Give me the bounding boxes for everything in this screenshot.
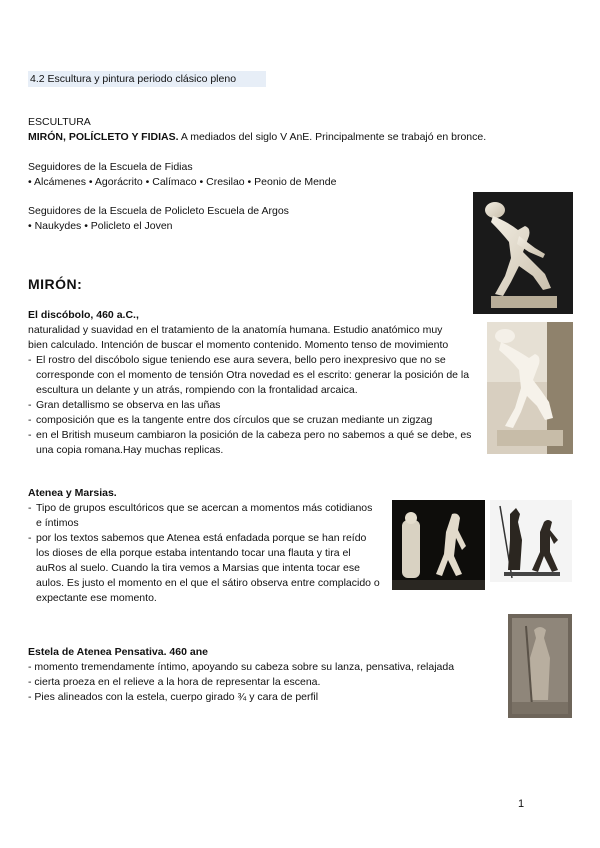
- intro-section: [28, 115, 548, 145]
- atenea-bullets: [28, 501, 380, 606]
- list-item: - en el British museum cambiaron la posición de la cabeza pero no sabemos a qué se debe, es una copia romana.Hay muchas replicas.: [28, 428, 484, 458]
- intro-heading-text: A mediados del siglo V AnE. Principalmente se trabajó en bronce.: [178, 131, 487, 143]
- estela-line: - momento tremendamente íntimo, apoyando su cabeza sobre su lanza, pensativa, relajada: [28, 661, 455, 673]
- athena-stele-photo: [508, 614, 572, 718]
- policleto-title: Seguidores de la Escuela de Policleto Escuela de Argos: [28, 205, 289, 217]
- policleto-list: • Naukydes • Policleto el Joven: [28, 220, 173, 232]
- list-item: - Tipo de grupos escultóricos que se acercan a momentos más cotidianos e íntimos: [28, 501, 380, 531]
- section-label: ESCULTURA: [28, 116, 91, 128]
- policleto-section: [28, 204, 468, 234]
- fidias-list: • Alcámenes • Agorácrito • Calímaco • Cresilao • Peonio de Mende: [28, 176, 337, 188]
- fidias-title: Seguidores de la Escuela de Fidias: [28, 161, 193, 173]
- estela-section: [28, 645, 498, 705]
- fidias-section: [28, 160, 468, 190]
- estela-line: - cierta proeza en el relieve a la hora de representar la escena.: [28, 676, 321, 688]
- athena-marsyas-bronze-photo: [490, 500, 572, 582]
- miron-paragraph-line-2: bien calculado. Intención de buscar el momento contenido. Momento tenso de movimiento: [28, 339, 449, 351]
- document-title: 4.2 Escultura y pintura periodo clásico pleno: [28, 71, 266, 87]
- miron-heading: MIRÓN:: [28, 276, 83, 292]
- list-item: - El rostro del discóbolo sigue teniendo ese aura severa, bello pero inexpresivo que no se corresponde con el momento de tensión Otra novedad es el escrito: generar la posición de la escultura un delante y un atrás, rompiendo con la frontalidad arcaica.: [28, 353, 484, 398]
- miron-paragraph-line-1: naturalidad y suavidad en el tratamiento de la anatomía humana. Estudio anatómico muy: [28, 324, 443, 336]
- page-number: 1: [518, 798, 525, 810]
- estela-line: - Pies alineados con la estela, cuerpo girado ¾ y cara de perfil: [28, 691, 319, 703]
- atenea-section: [28, 501, 380, 606]
- miron-section: [28, 308, 484, 458]
- list-item: - por los textos sabemos que Atenea está enfadada porque se han reído los dioses de ella porque estaba intentando tocar una flauta y tira el auRos al suelo. Cuando la tira vemos a Marsias que intenta tocar ese aulos. Es justo el momento en el que el sátiro observa entre complacido o expectante ese momento.: [28, 531, 380, 606]
- miron-bullets: [28, 353, 484, 458]
- intro-heading: [28, 130, 548, 145]
- discobolus-photo-2: [487, 322, 573, 454]
- discobolus-subheading: El discóbolo, 460 a.C.,: [28, 309, 139, 321]
- list-item: - composición que es la tangente entre dos círculos que se cruzan mediante un zigzag: [28, 413, 484, 428]
- discobolus-photo-1: [473, 192, 573, 314]
- intro-heading-bold: MIRÓN, POLÍCLETO Y FIDIAS.: [28, 131, 179, 143]
- list-item: - Gran detallismo se observa en las uñas: [28, 398, 484, 413]
- athena-marsyas-photo: [392, 500, 485, 590]
- atenea-heading: Atenea y Marsias.: [28, 487, 117, 499]
- estela-heading: Estela de Atenea Pensativa. 460 ane: [28, 646, 208, 658]
